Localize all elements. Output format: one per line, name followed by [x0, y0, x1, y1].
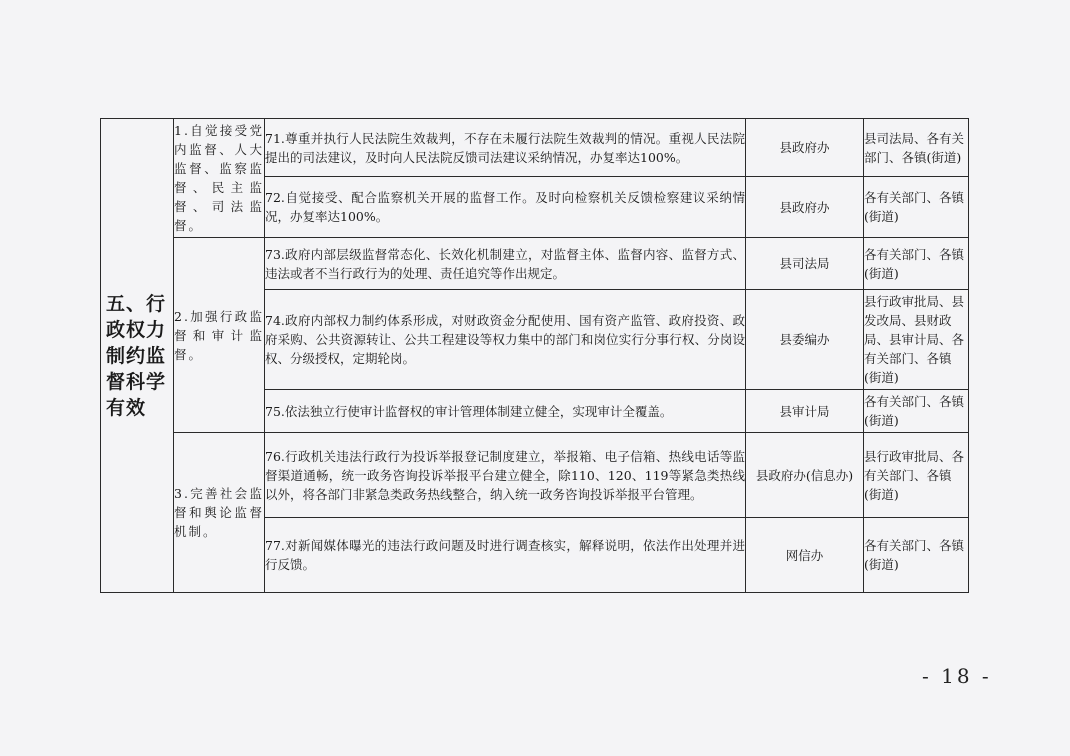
page-number: - 18 -: [922, 664, 992, 688]
subtask-cell: 3.完善社会监督和舆论监督机制。: [174, 433, 265, 593]
cooperating-unit-cell: 各有关部门、各镇(街道): [864, 238, 969, 290]
cooperating-unit-cell: 各有关部门、各镇(街道): [864, 390, 969, 433]
lead-unit-cell: 县委编办: [746, 290, 864, 390]
task-cell: 77.对新闻媒体曝光的违法行政问题及时进行调查核实，解释说明，依法作出处理并进行反馈。: [265, 518, 746, 593]
table-row: [101, 433, 969, 518]
table-row: [101, 238, 969, 290]
cooperating-unit-cell: 县行政审批局、各有关部门、各镇(街道): [864, 433, 969, 518]
cooperating-unit-cell: 县司法局、各有关部门、各镇(街道): [864, 119, 969, 177]
lead-unit-cell: 县政府办: [746, 119, 864, 177]
task-cell: 74.政府内部权力制约体系形成，对财政资金分配使用、国有资产监管、政府投资、政府采购、公共资源转让、公共工程建设等权力集中的部门和岗位实行分事行权、分岗设权、分级授权，定期轮岗。: [265, 290, 746, 390]
lead-unit-cell: 网信办: [746, 518, 864, 593]
task-cell: 76.行政机关违法行政行为投诉举报登记制度建立，举报箱、电子信箱、热线电话等监督渠道通畅，统一政务咨询投诉举报平台建立健全，除110、120、119等紧急类热线以外，将各部门非紧急类政务热线整合，纳入统一政务咨询投诉举报平台管理。: [265, 433, 746, 518]
supervision-task-table: [100, 118, 969, 593]
cooperating-unit-cell: 县行政审批局、县发改局、县财政局、县审计局、各有关部门、各镇(街道): [864, 290, 969, 390]
lead-unit-cell: 县司法局: [746, 238, 864, 290]
task-cell: 73.政府内部层级监督常态化、长效化机制建立，对监督主体、监督内容、监督方式、违法或者不当行政行为的处理、责任追究等作出规定。: [265, 238, 746, 290]
table-row: [101, 119, 969, 177]
task-cell: 71.尊重并执行人民法院生效裁判，不存在未履行法院生效裁判的情况。重视人民法院提出的司法建议，及时向人民法院反馈司法建议采纳情况，办复率达100%。: [265, 119, 746, 177]
subtask-cell: 1.自觉接受党内监督、人大监督、监察监督、民主监督、司法监督。: [174, 119, 265, 238]
lead-unit-cell: 县政府办(信息办): [746, 433, 864, 518]
subtask-cell: 2.加强行政监督和审计监督。: [174, 238, 265, 433]
task-cell: 72.自觉接受、配合监察机关开展的监督工作。及时向检察机关反馈检察建议采纳情况，办复率达100%。: [265, 177, 746, 238]
cooperating-unit-cell: 各有关部门、各镇(街道): [864, 177, 969, 238]
area-cell: [101, 119, 174, 593]
lead-unit-cell: 县政府办: [746, 177, 864, 238]
cooperating-unit-cell: 各有关部门、各镇(街道): [864, 518, 969, 593]
area-title: 五、行政权力制约监督科学有效: [106, 292, 167, 419]
lead-unit-cell: 县审计局: [746, 390, 864, 433]
task-cell: 75.依法独立行使审计监督权的审计管理体制建立健全，实现审计全覆盖。: [265, 390, 746, 433]
